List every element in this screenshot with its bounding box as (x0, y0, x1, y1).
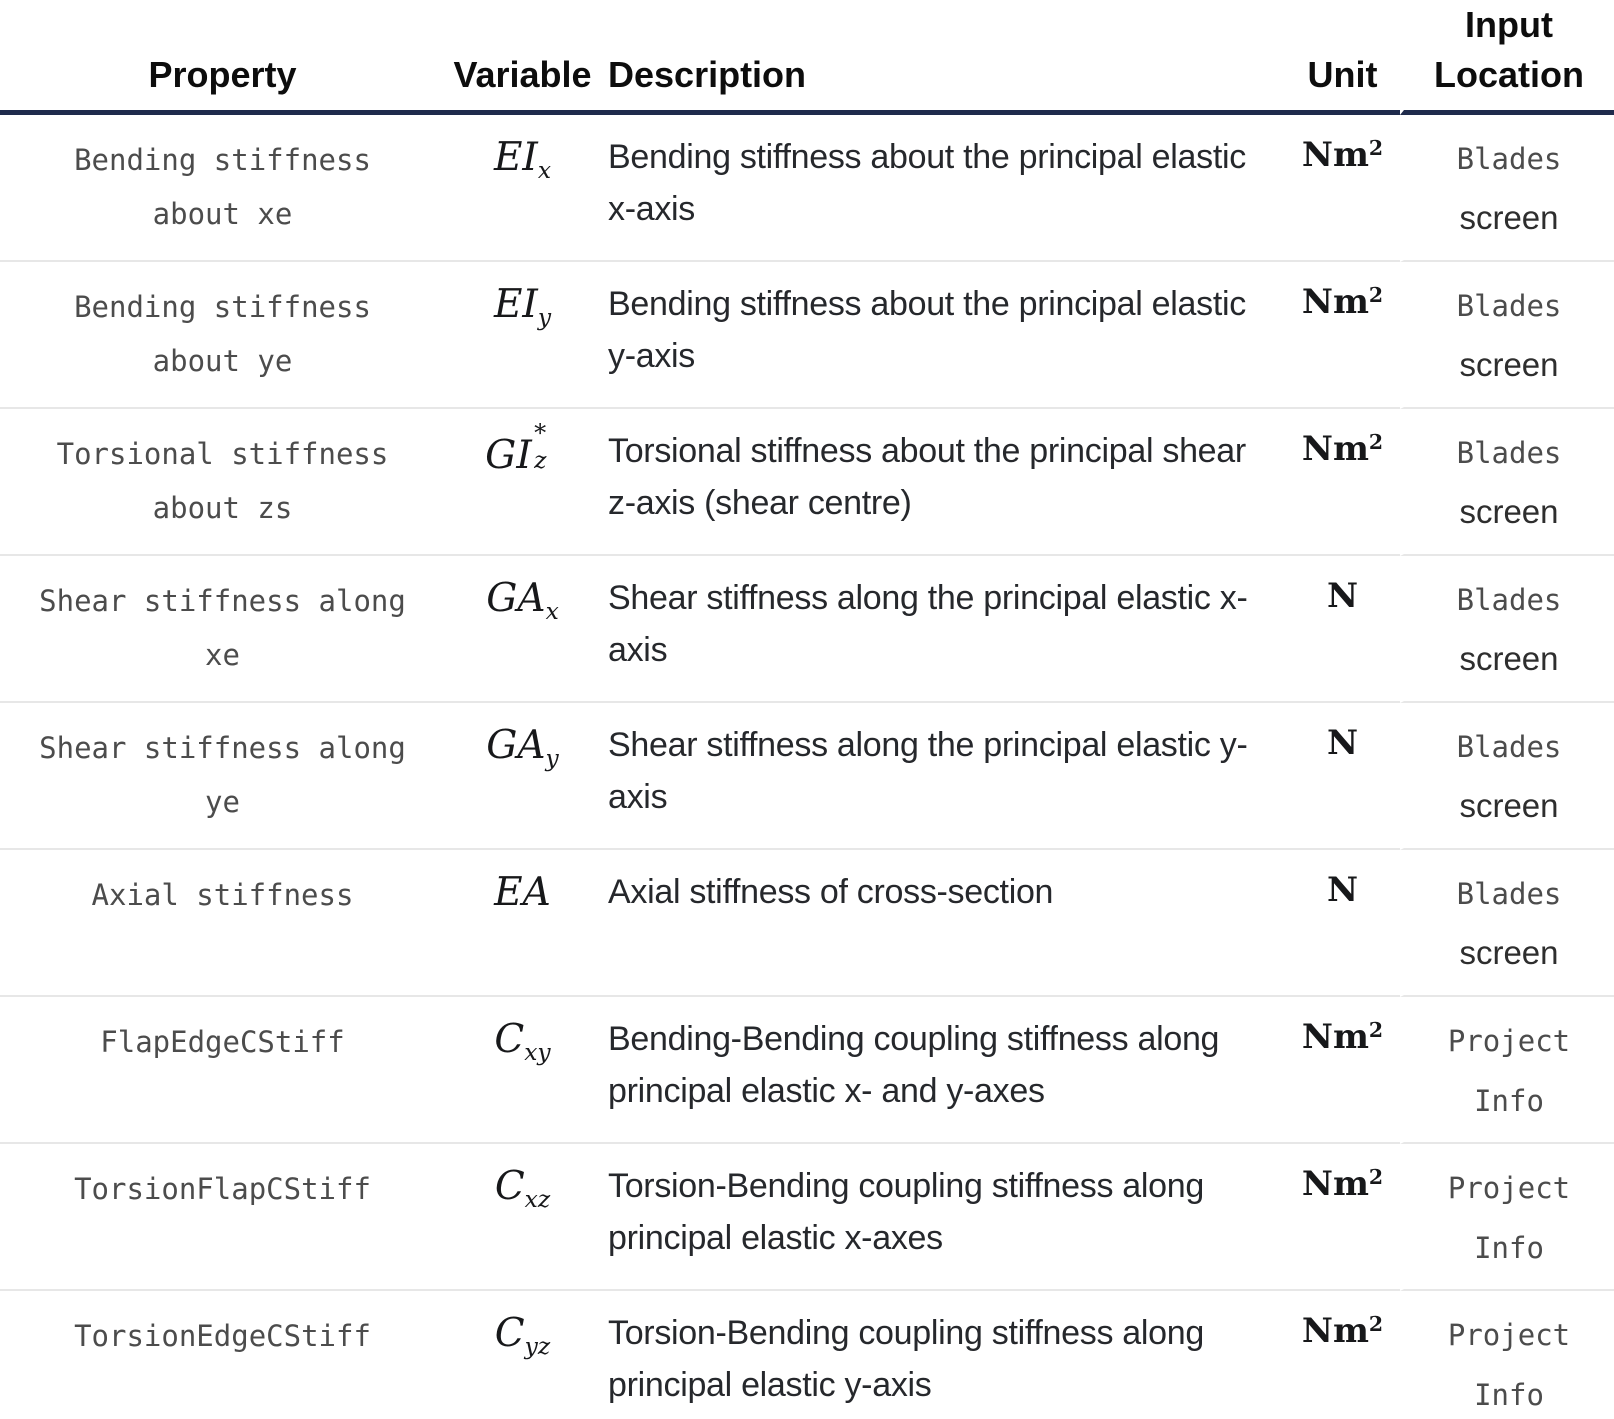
variable-symbol: C (494, 1311, 525, 1356)
variable-superscript: * (534, 418, 547, 447)
table-row (0, 1291, 1614, 1419)
input-location-cell (1400, 409, 1614, 556)
variable-symbol: GA (486, 723, 546, 768)
property-cell: Shear stiffness along xe (0, 556, 445, 703)
unit-cell (1285, 1291, 1400, 1419)
property-cell: Bending stiffness about ye (0, 262, 445, 409)
variable-cell (445, 556, 600, 703)
variable-subscript: xz (524, 1185, 551, 1214)
table-header (0, 0, 1614, 115)
input-location-cell (1400, 556, 1614, 703)
table-row (0, 262, 1614, 409)
unit-cell (1285, 409, 1400, 556)
variable-symbol: GI (485, 433, 532, 478)
variable-subscript: z (534, 445, 547, 474)
location-text: screen (1459, 640, 1559, 677)
column-header-unit: Unit (1285, 0, 1400, 115)
property-cell: Torsional stiffness about zs (0, 409, 445, 556)
description-cell: Torsion-Bending coupling stiffness along principal elastic y-axis (600, 1291, 1285, 1419)
description-cell: Bending stiffness about the principal elastic y-axis (600, 262, 1285, 409)
variable-subscript: y (537, 303, 552, 332)
variable-cell (445, 703, 600, 850)
table-row (0, 1144, 1614, 1291)
location-code: Blades (1456, 142, 1562, 176)
location-text: screen (1459, 493, 1559, 530)
variable-scripts (532, 418, 560, 474)
column-header-description: Description (600, 0, 1285, 115)
unit-exponent: 2 (1368, 1311, 1384, 1336)
variable-cell (445, 409, 600, 556)
unit-symbol: N (1326, 870, 1359, 910)
variable-subscript: xy (524, 1038, 551, 1067)
unit-exponent: 2 (1368, 282, 1384, 307)
input-location-cell (1400, 1291, 1614, 1419)
variable-cell (445, 1144, 600, 1291)
unit-exponent: 2 (1368, 429, 1384, 454)
variable-cell (445, 115, 600, 262)
description-cell: Bending-Bending coupling stiffness along principal elastic x- and y-axes (600, 997, 1285, 1144)
variable-cell (445, 850, 600, 997)
property-cell: Bending stiffness about xe (0, 115, 445, 262)
variable-symbol: C (494, 1017, 525, 1062)
table-row (0, 703, 1614, 850)
variable-subscript: x (545, 597, 559, 626)
column-header-input-location: Input Location (1400, 0, 1614, 115)
unit-symbol: Nm (1301, 1164, 1369, 1204)
variable-cell (445, 997, 600, 1144)
property-cell: FlapEdgeCStiff (0, 997, 445, 1144)
location-text: screen (1459, 346, 1559, 383)
location-code: Blades (1456, 436, 1562, 470)
input-location-cell (1400, 115, 1614, 262)
unit-exponent: 2 (1368, 1164, 1384, 1189)
variable-subscript: yz (524, 1332, 551, 1361)
input-location-cell (1400, 850, 1614, 997)
location-text: screen (1459, 934, 1559, 971)
variable-symbol: EI (493, 282, 538, 327)
variable-cell (445, 262, 600, 409)
location-code: Blades (1456, 730, 1562, 764)
table-row (0, 997, 1614, 1144)
unit-symbol: Nm (1301, 429, 1369, 469)
unit-cell (1285, 262, 1400, 409)
variable-symbol: GA (486, 576, 546, 621)
property-cell: Shear stiffness along ye (0, 703, 445, 850)
property-cell: TorsionFlapCStiff (0, 1144, 445, 1291)
location-text: screen (1459, 787, 1559, 824)
column-header-variable: Variable (445, 0, 600, 115)
table-row (0, 556, 1614, 703)
property-cell: TorsionEdgeCStiff (0, 1291, 445, 1419)
unit-cell (1285, 850, 1400, 997)
unit-cell (1285, 115, 1400, 262)
unit-symbol: N (1326, 576, 1359, 616)
header-row (0, 0, 1614, 115)
description-cell: Torsional stiffness about the principal shear z-axis (shear centre) (600, 409, 1285, 556)
input-location-cell (1400, 997, 1614, 1144)
table-row (0, 115, 1614, 262)
input-location-cell (1400, 703, 1614, 850)
input-location-cell (1400, 262, 1614, 409)
column-header-property: Property (0, 0, 445, 115)
unit-cell (1285, 556, 1400, 703)
unit-exponent: 2 (1368, 1017, 1384, 1042)
unit-cell (1285, 997, 1400, 1144)
location-code: Blades (1456, 583, 1562, 617)
input-location-cell (1400, 1144, 1614, 1291)
description-cell: Shear stiffness along the principal elastic y-axis (600, 703, 1285, 850)
description-cell: Torsion-Bending coupling stiffness along principal elastic x-axes (600, 1144, 1285, 1291)
description-cell: Bending stiffness about the principal elastic x-axis (600, 115, 1285, 262)
unit-symbol: N (1326, 723, 1359, 763)
unit-symbol: Nm (1301, 1017, 1369, 1057)
unit-exponent: 2 (1368, 135, 1384, 160)
unit-cell (1285, 703, 1400, 850)
variable-cell (445, 1291, 600, 1419)
unit-symbol: Nm (1301, 1311, 1369, 1351)
description-cell: Axial stiffness of cross-section (600, 850, 1285, 997)
variable-symbol: C (494, 1164, 525, 1209)
location-code: Blades (1456, 289, 1562, 323)
property-cell: Axial stiffness (0, 850, 445, 997)
location-code: Project Info (1447, 1171, 1571, 1265)
variable-subscript: x (537, 156, 552, 185)
table-row (0, 409, 1614, 556)
description-cell: Shear stiffness along the principal elastic x-axis (600, 556, 1285, 703)
unit-symbol: Nm (1301, 282, 1369, 322)
location-code: Blades (1456, 877, 1562, 911)
location-text: screen (1459, 199, 1559, 236)
variable-symbol: EI (493, 135, 538, 180)
location-code: Project Info (1447, 1318, 1571, 1412)
unit-cell (1285, 1144, 1400, 1291)
variable-subscript: y (545, 744, 559, 773)
location-code: Project Info (1447, 1024, 1571, 1118)
variable-symbol: EA (494, 870, 551, 915)
table-row (0, 850, 1614, 997)
unit-symbol: Nm (1301, 135, 1369, 175)
